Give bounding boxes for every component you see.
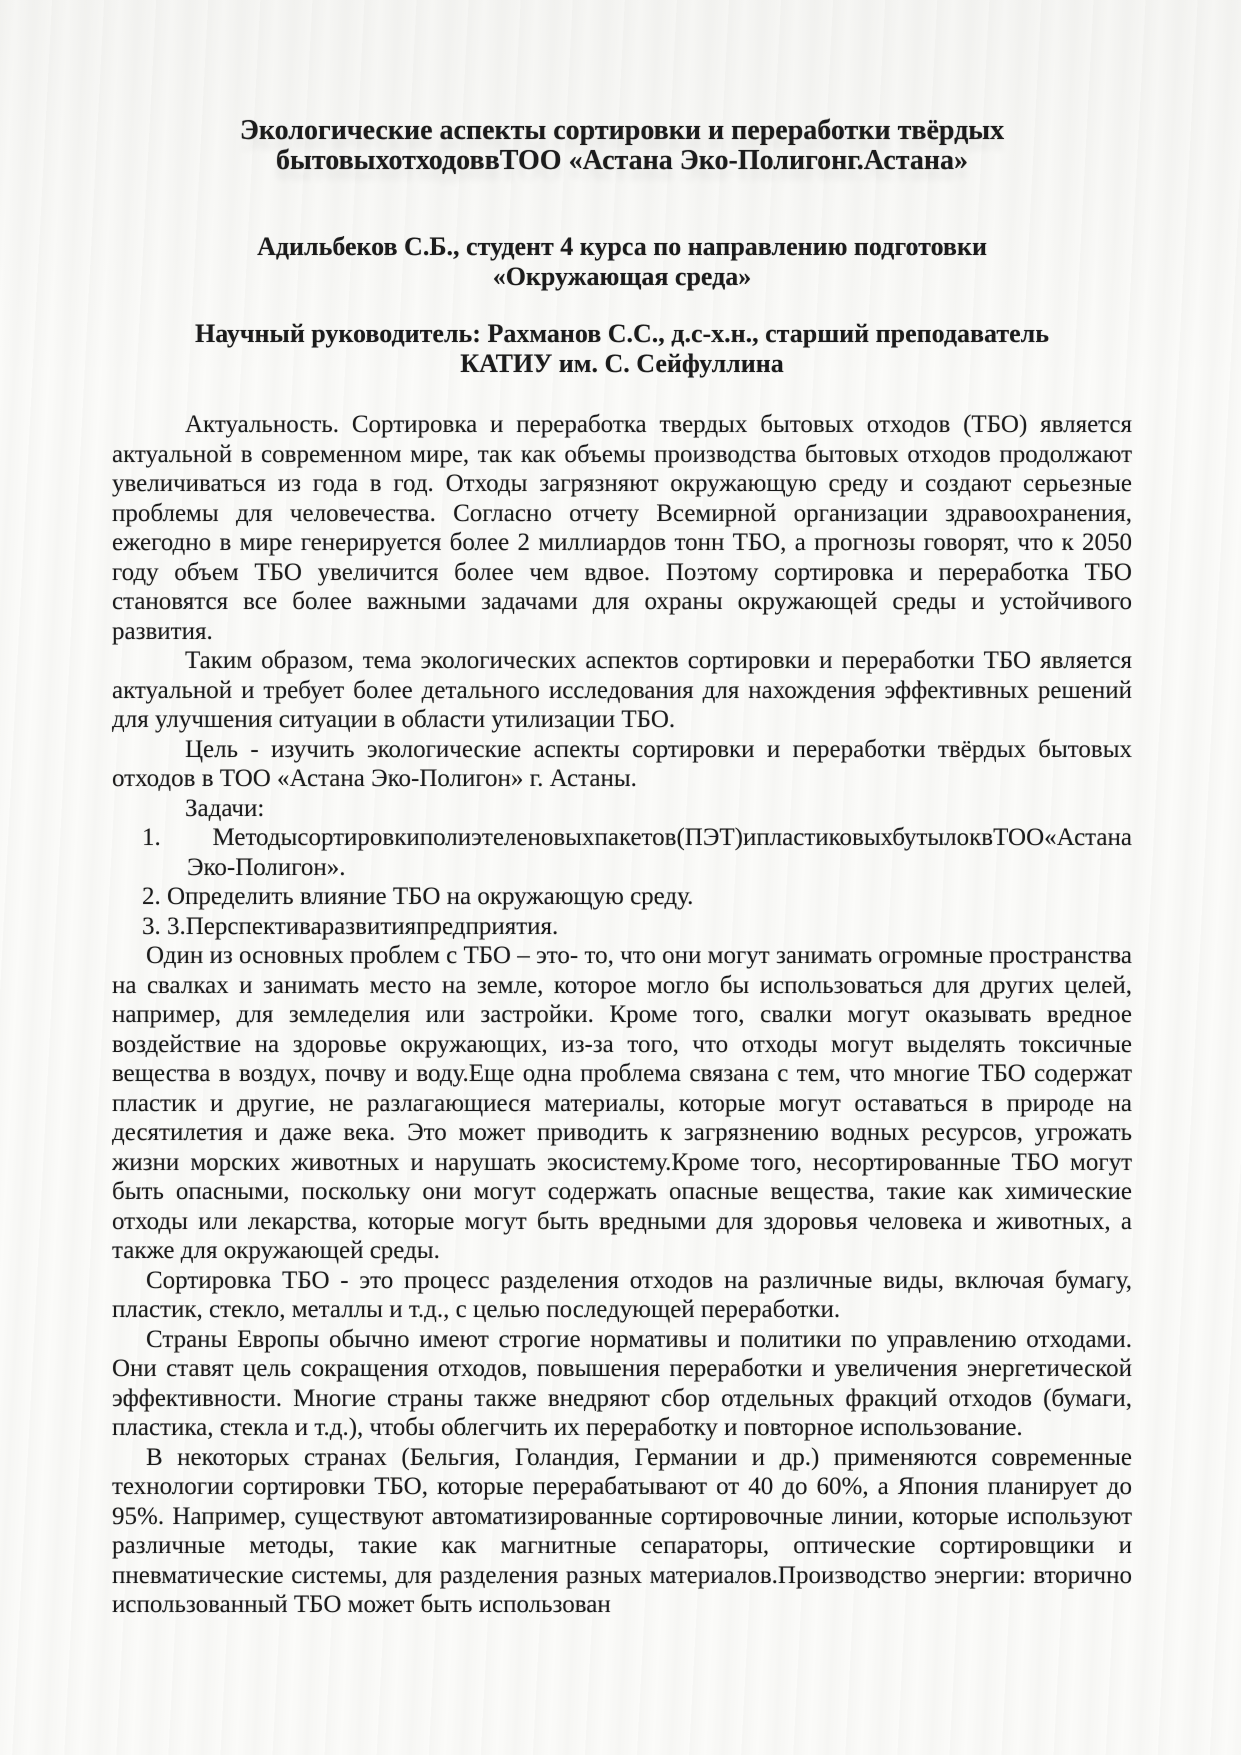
author-line-1: Адильбеков С.Б., студент 4 курса по направлению подготовки bbox=[257, 232, 987, 261]
paragraph-countries-technologies: В некоторых странах (Бельгия, Голандия, Германии и др.) применяются современные технологии сортировки ТБО, которые перерабатывают от 40 до 60%, а Япония планирует до 95%. Например, существуют автоматизированные сортировочные линии, которые используют различные методы, такие как магнитные сепараторы, оптические сортировщики и пневматические системы, для разделения разных материалов.Производство энергии: вторично использованный ТБО может быть использован bbox=[112, 1443, 1132, 1618]
title-line-2: бытовыхотходоввТОО «Астана Эко-Полигонг.Астана» bbox=[276, 145, 968, 176]
tasks-list bbox=[112, 823, 1132, 941]
task-item-3: 3. 3.Перспективаразвитияпредприятия. bbox=[142, 912, 559, 940]
paragraph-conclusion-thus: Таким образом, тема экологических аспектов сортировки и переработки ТБО является актуальной и требует более детального исследования для нахождения эффективных решений для улучшения ситуации в области утилизации ТБО. bbox=[112, 647, 1132, 733]
supervisor-line-2: КАТИУ им. С. Сейфуллина bbox=[460, 349, 784, 378]
paragraph-goal: Цель - изучить экологические аспекты сортировки и переработки твёрдых бытовых отходов в ТОО «Астана Эко-Полигон» г. Астаны. bbox=[112, 735, 1132, 792]
task-item-2: 2. Определить влияние ТБО на окружающую среду. bbox=[142, 883, 694, 910]
document-body bbox=[112, 410, 1132, 1620]
author-byline bbox=[112, 232, 1132, 292]
tasks-label: Задачи: bbox=[185, 794, 265, 822]
paragraph-sorting-definition: Сортировка ТБО - это процесс разделения отходов на различные виды, включая бумагу, пластик, стекло, металлы и т.д., с целью последующей переработки. bbox=[112, 1266, 1132, 1323]
supervisor-line-1: Научный руководитель: Рахманов С.С., д.с-х.н., старший преподаватель bbox=[194, 319, 1050, 348]
page-title bbox=[112, 116, 1132, 176]
paragraph-relevance: Актуальность. Сортировка и переработка твердых бытовых отходов (ТБО) является актуальной в современном мире, так как объемы производства бытовых отходов продолжают увеличиваться из года в год. Отходы загрязняют окружающую среду и создают серьезные проблемы для человечества. Согласно отчету Всемирной организации здравоохранения, ежегодно в мире генерируется более 2 миллиардов тонн ТБО, а прогнозы говорят, что к 2050 году объем ТБО увеличится более чем вдвое. Поэтому сортировка и переработка ТБО становятся все более важными задачами для охраны окружающей среды и устойчивого развития. bbox=[112, 411, 1132, 645]
paragraph-europe-standards: Страны Европы обычно имеют строгие нормативы и политики по управлению отходами. Они ставят цель сокращения отходов, повышения переработки и увеличения энергетической эффективности. Многие страны также внедряют сбор отдельных фракций отходов (бумаги, пластика, стекла и т.д.), чтобы облегчить их переработку и повторное использование. bbox=[112, 1325, 1132, 1441]
supervisor-byline bbox=[112, 319, 1132, 379]
author-line-2: «Окружающая среда» bbox=[492, 262, 752, 291]
title-line-1: Экологические аспекты сортировки и переработки твёрдых bbox=[239, 115, 1005, 146]
paragraph-problems: Один из основных проблем с ТБО – это- то, что они могут занимать огромные пространства на свалках и занимать место на земле, которое могло бы использоваться для других целей, например, для земледелия или застройки. Кроме того, свалки могут оказывать вредное воздействие на здоровье окружающих, из-за того, что отходы могут выделять токсичные вещества в воздух, почву и воду.Еще одна проблема связана с тем, что многие ТБО содержат пластик и другие, не разлагающиеся материалы, которые могут оставаться в природе на десятилетия и даже века. Это может приводить к загрязнению водных ресурсов, угрожать жизни морских животных и нарушать экосистему.Кроме того, несортированные ТБО могут быть опасными, поскольку они могут содержать опасные вещества, такие как химические отходы или лекарства, которые могут быть вредными для здоровья человека и животных, а также для окружающей среды. bbox=[112, 942, 1132, 1264]
task-item-1: 1. Методысортировкиполиэтеленовыхпакетов(ПЭТ)ипластиковыхбутылоквТОО«Астана Эко-Полигон». bbox=[142, 824, 1132, 881]
